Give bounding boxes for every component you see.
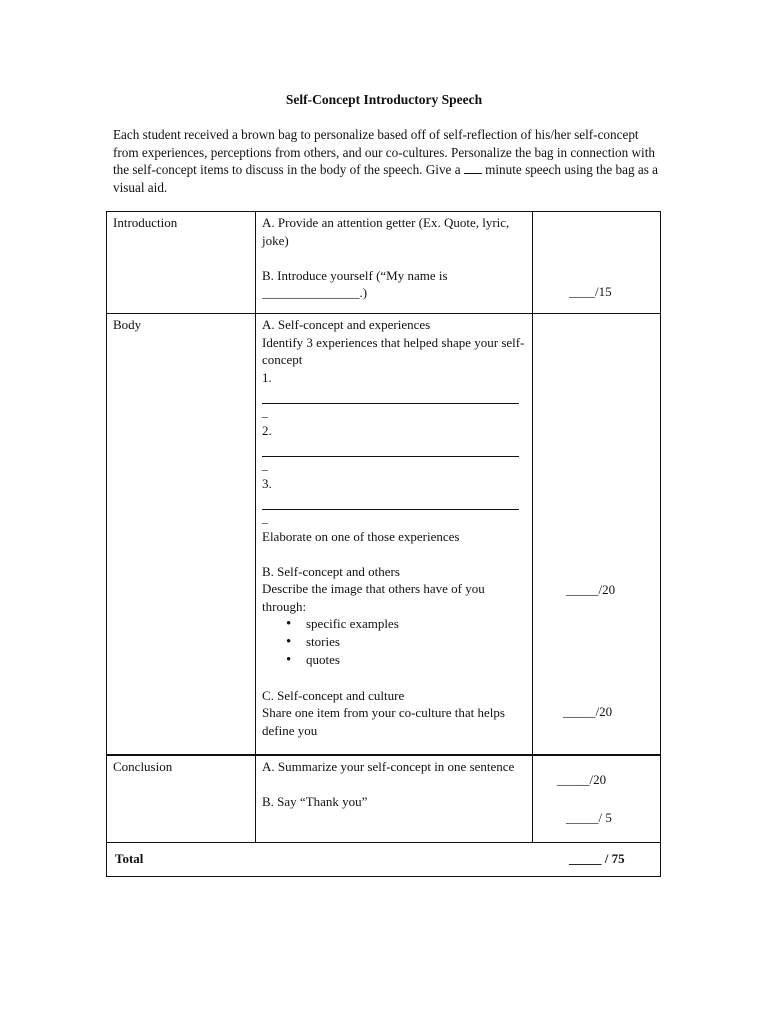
criterion-experiences-title: A. Self-concept and experiences — [262, 317, 431, 332]
criterion-others-desc: Describe the image that others have of you through: — [262, 581, 485, 614]
score-others: _____/20 — [563, 704, 613, 719]
instructions-paragraph — [113, 126, 658, 196]
criterion-culture-title: C. Self-concept and culture — [262, 687, 405, 703]
criterion-introduce-yourself: B. Introduce yourself (“My name is _______________.) — [262, 267, 448, 300]
criterion-others-title: B. Self-concept and others — [262, 563, 400, 579]
score-experiences: _____/20 — [566, 582, 616, 597]
score-conclusion: _____/ 5 — [566, 810, 612, 825]
line-tail: _ — [262, 511, 268, 525]
page-title: Self-Concept Introductory Speech — [285, 92, 483, 107]
line-tail: _ — [262, 458, 268, 472]
score-cell — [533, 212, 659, 313]
score-introduction: ____/15 — [569, 284, 612, 299]
criterion-culture-desc: Share one item from your co-culture that helps define you — [262, 705, 505, 738]
criterion-summarize: A. Summarize your self-concept in one sentence — [262, 759, 515, 774]
score-cell — [533, 314, 659, 787]
bullet-list — [262, 615, 526, 669]
criteria-cell — [256, 212, 533, 313]
criterion-attention-getter: A. Provide an attention getter (Ex. Quote, lyric, joke) — [262, 215, 510, 248]
minutes-blank — [464, 161, 482, 174]
score-culture: _____/20 — [557, 772, 607, 787]
criteria-cell — [256, 314, 533, 754]
list-item: • quotes — [306, 651, 526, 669]
criterion-elaborate: Elaborate on one of those experiences — [262, 528, 460, 544]
section-label: Conclusion — [107, 756, 256, 842]
instructions-text-end: minute speech using the bag as a visual aid. — [113, 162, 658, 195]
experience-2-line — [262, 439, 519, 457]
criteria-cell — [256, 756, 533, 842]
table-row-total — [107, 843, 660, 877]
total-score: _____ / 75 — [569, 851, 625, 866]
table-row-conclusion — [107, 756, 660, 843]
section-label: Introduction — [107, 212, 256, 313]
table-row-introduction — [107, 212, 660, 314]
total-label: Total — [115, 851, 144, 866]
experience-3-label: 3. — [262, 475, 272, 491]
instructions-text: Each student received a brown bag to personalize based off of self-reflection of his/her self-concept from experiences, perceptions from others, and our co-cultures. Personalize the bag in connection with the self-concept items to discuss in the body of the speech. Give a — [113, 127, 655, 177]
line-tail: _ — [262, 405, 268, 419]
rubric-table — [106, 211, 661, 877]
experience-1-label: 1. — [262, 369, 272, 385]
criterion-experiences-desc: Identify 3 experiences that helped shape your self-concept — [262, 334, 525, 367]
list-item: • stories — [306, 633, 526, 651]
list-item: • specific examples — [306, 615, 526, 633]
section-label: Body — [107, 314, 256, 754]
experience-2-label: 2. — [262, 422, 272, 438]
score-cell — [533, 756, 659, 842]
experience-3-line — [262, 492, 519, 510]
experience-1-line — [262, 386, 519, 404]
criterion-thank-you: B. Say “Thank you” — [262, 794, 368, 809]
